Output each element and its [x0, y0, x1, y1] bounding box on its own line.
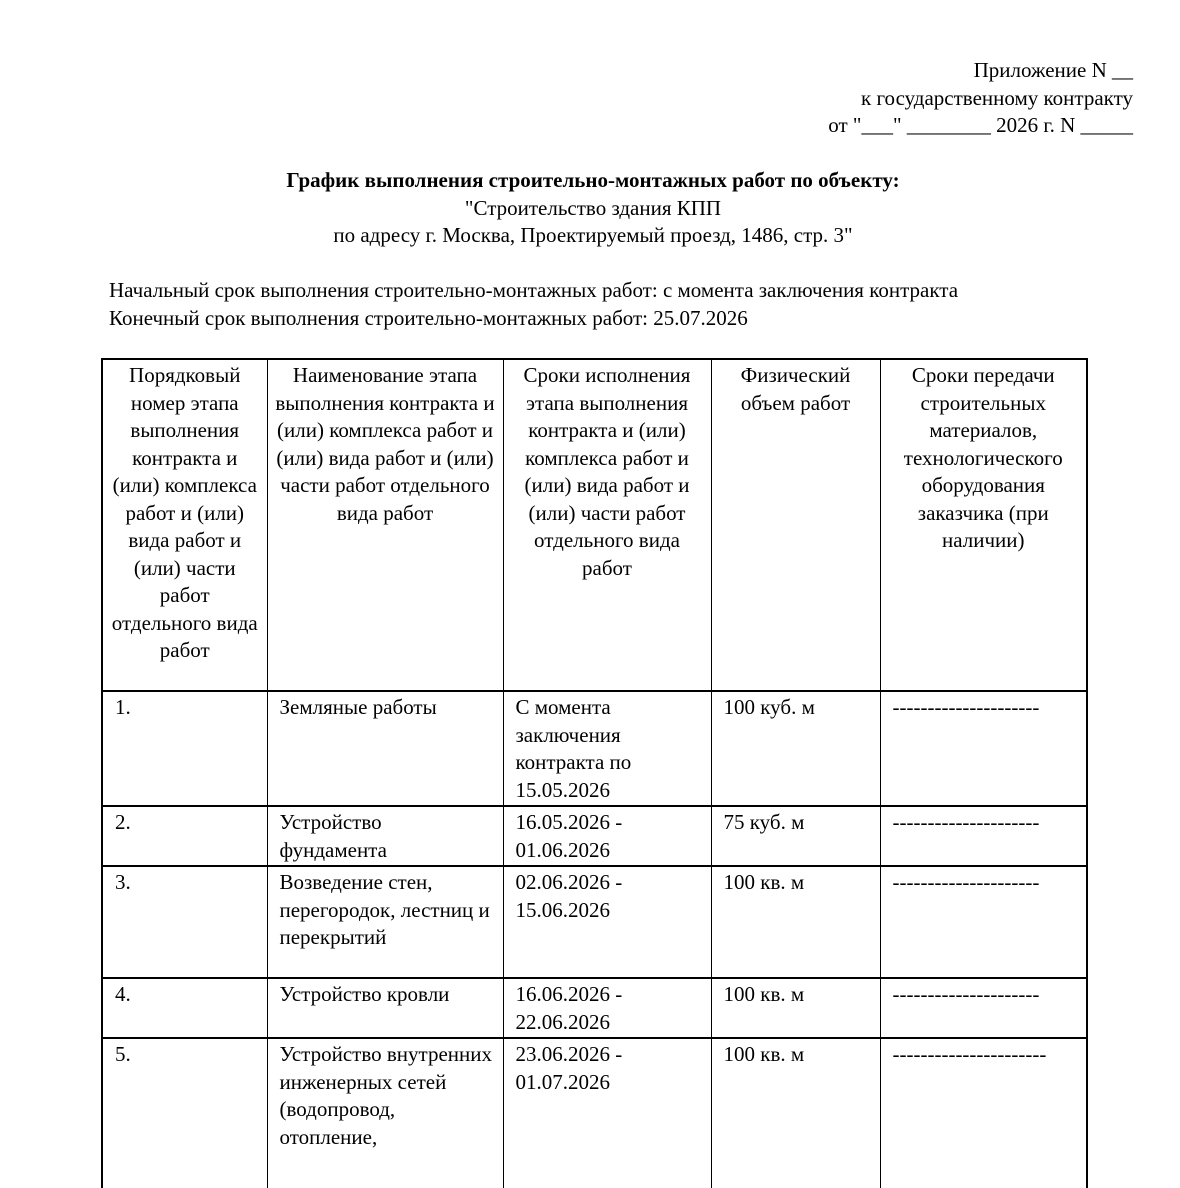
- appendix-number: Приложение N __: [973, 58, 1133, 82]
- header-stage-period: Сроки исполнения этапа выполнения контракта и (или) комплекса работ и (или) вида работ и (или) части работ отдельного вида работ: [503, 359, 711, 691]
- cell-period: 16.06.2026 - 22.06.2026: [503, 978, 711, 1038]
- cell-volume: 100 кв. м: [711, 866, 880, 978]
- appendix-contract-ref: к государственному контракту: [861, 85, 1133, 110]
- cell-name: Устройство фундамента: [267, 806, 503, 866]
- cell-period: 16.05.2026 - 01.06.2026: [503, 806, 711, 866]
- cell-volume: 75 куб. м: [711, 806, 880, 866]
- cell-period: 23.06.2026 - 01.07.2026: [503, 1038, 711, 1188]
- work-terms: [109, 277, 958, 332]
- cell-materials: ---------------------: [880, 691, 1087, 806]
- header-materials-transfer: Сроки передачи строительных материалов, технологического оборудования заказчика (при наличии): [880, 359, 1087, 691]
- document-title: [0, 167, 1180, 250]
- cell-number: 4.: [102, 978, 267, 1038]
- cell-number: 1.: [102, 691, 267, 806]
- cell-number: 3.: [102, 866, 267, 978]
- appendix-contract-date: от "___" ________ 2026 г. N _____: [828, 113, 1133, 137]
- title-object: "Строительство здания КПП: [464, 195, 722, 220]
- appendix-header: [828, 57, 1133, 140]
- table-row: [102, 806, 1087, 866]
- cell-materials: ---------------------: [880, 978, 1087, 1038]
- cell-period: 02.06.2026 - 15.06.2026: [503, 866, 711, 978]
- cell-name: Земляные работы: [267, 691, 503, 806]
- cell-materials: ----------------------: [880, 1038, 1087, 1188]
- cell-number: 5.: [102, 1038, 267, 1188]
- header-volume: Физический объем работ: [711, 359, 880, 691]
- table-row: [102, 978, 1087, 1038]
- cell-name: Устройство кровли: [267, 978, 503, 1038]
- cell-materials: ---------------------: [880, 866, 1087, 978]
- schedule-table: [101, 358, 1088, 1188]
- title-address: по адресу г. Москва, Проектируемый проезд, 1486, стр. 3": [333, 223, 853, 247]
- cell-materials: ---------------------: [880, 806, 1087, 866]
- header-stage-number: Порядковый номер этапа выполнения контракта и (или) комплекса работ и (или) вида работ и (или) части работ отдельного вида работ: [102, 359, 267, 691]
- end-term: Конечный срок выполнения строительно-монтажных работ: 25.07.2026: [109, 305, 748, 330]
- cell-number: 2.: [102, 806, 267, 866]
- start-term: Начальный срок выполнения строительно-монтажных работ: с момента заключения контракта: [109, 278, 959, 302]
- table-header-row: [102, 359, 1087, 691]
- cell-volume: 100 куб. м: [711, 691, 880, 806]
- cell-name: Устройство внутренних инженерных сетей (водопровод, отопление,: [267, 1038, 503, 1188]
- cell-volume: 100 кв. м: [711, 978, 880, 1038]
- table-row: [102, 866, 1087, 978]
- table-row: [102, 691, 1087, 806]
- table-row: [102, 1038, 1087, 1188]
- cell-period: С момента заключения контракта по 15.05.2026: [503, 691, 711, 806]
- header-stage-name: Наименование этапа выполнения контракта и (или) комплекса работ и (или) вида работ и (или) части работ отдельного вида работ: [267, 359, 503, 691]
- cell-volume: 100 кв. м: [711, 1038, 880, 1188]
- cell-name: Возведение стен, перегородок, лестниц и перекрытий: [267, 866, 503, 978]
- title-heading: График выполнения строительно-монтажных работ по объекту:: [286, 168, 900, 192]
